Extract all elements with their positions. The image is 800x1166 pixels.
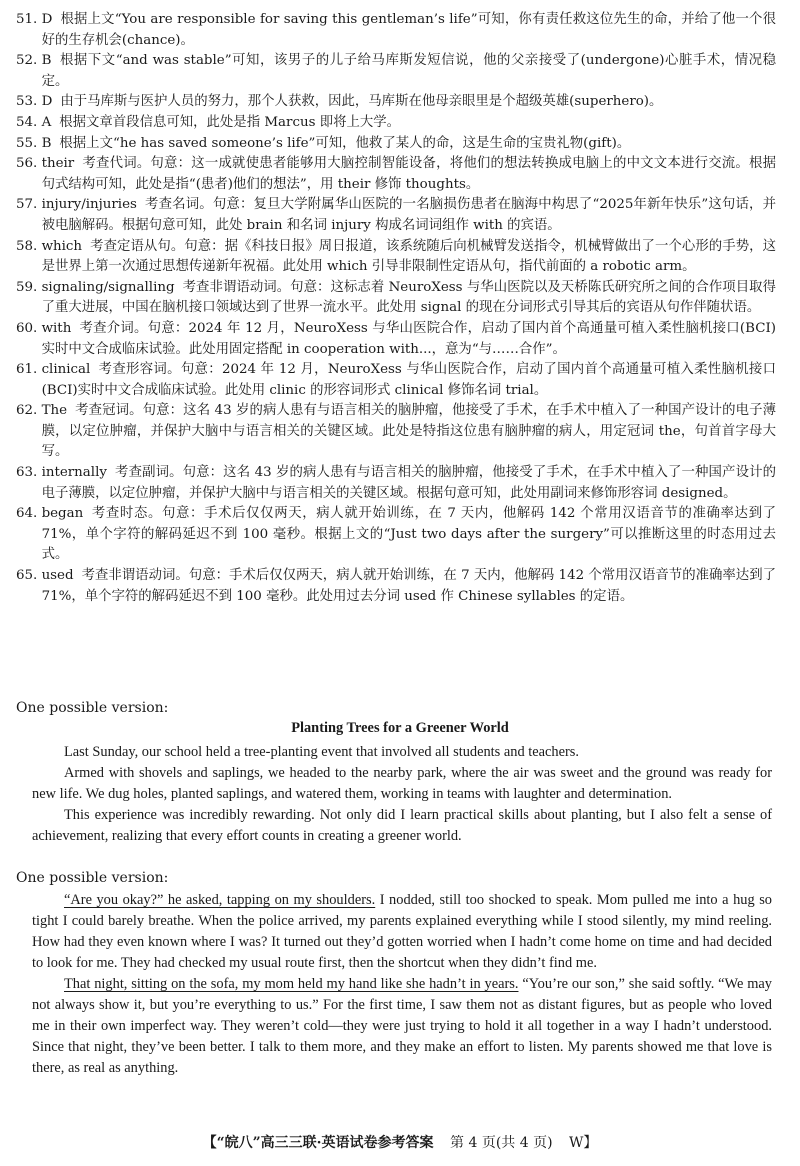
- answer-key: with: [41, 320, 72, 336]
- answer-key: B: [41, 135, 52, 151]
- answer-number: 65.: [16, 568, 42, 584]
- answer-key: injury/injuries: [41, 197, 137, 213]
- answer-item: [16, 278, 776, 319]
- version-label: One possible version:: [16, 700, 169, 716]
- answer-explanation: 根据上文“You are responsible for saving this gentleman’s life”可知，你有责任救这位先生的命，并给了他一个很好的生存机会(chance)。: [41, 12, 776, 48]
- answer-number: 64.: [16, 506, 42, 522]
- answer-key: began: [41, 506, 84, 522]
- answer-key: The: [41, 403, 68, 419]
- answer-item: [16, 463, 776, 504]
- answer-key: internally: [41, 465, 107, 481]
- answer-explanation: 考查副词。句意：这名 43 岁的病人患有与语言相关的脑肿瘤，他接受了手术，在手术中植入了一种国产设计的电子薄膜，以定位肿瘤，并保护大脑中与语言相关的关键区域。根据句意可知，此处用副词来修饰形容词 designed。: [41, 465, 776, 501]
- answer-item: [16, 51, 776, 92]
- answer-number: 59.: [16, 279, 42, 295]
- answer-key: used: [41, 568, 74, 584]
- essay-paragraph: This experience was incredibly rewarding. Not only did I learn practical skills about planting, but I also felt a sense of achievement, realizing that every effort counts in creating a greener world.: [32, 807, 772, 844]
- answer-explanation: 考查时态。句意：手术后仅仅两天，病人就开始训练，在 7 天内，他解码 142 个常用汉语音节的准确率达到了 71%，单个字符的解码延迟不到 100 毫秒。根据上文的“Just two days after the surgery”可以推断这里的时态用过去式。: [41, 506, 776, 563]
- answer-number: 62.: [16, 403, 42, 419]
- essay-version-2: [32, 890, 772, 1079]
- answer-number: 57.: [16, 197, 42, 213]
- essay-title: Planting Trees for a Greener World: [291, 720, 509, 736]
- essay-paragraph: [32, 890, 772, 974]
- answer-explanation: 考查定语从句。句意：据《科技日报》周日报道，该系统随后向机械臂发送指令，机械臂做出了一个心形的手势，这是世界上第一次通过思想传递新年祝福。此处用 which 引导非限制性定语从句，指代前面的 a robotic arm。: [41, 238, 776, 275]
- answer-key: which: [41, 238, 83, 254]
- version-label: One possible version:: [16, 870, 169, 886]
- answer-key: A: [41, 114, 52, 130]
- answer-number: 53.: [16, 94, 42, 110]
- answer-number: 61.: [16, 362, 42, 378]
- answer-number: 63.: [16, 465, 42, 481]
- answer-number: 54.: [16, 114, 42, 130]
- answer-item: [16, 92, 776, 113]
- answer-explanation: 根据上文“he has saved someone’s life”可知，他救了某人的命，这是生命的宝贵礼物(gift)。: [59, 135, 631, 151]
- answer-explanation: 考查介词。句意：2024 年 12 月，NeuroXess 与华山医院合作，启动了国内首个高通量可植入柔性脑机接口(BCI)实时中文合成临床试验。此处用固定搭配 in cooperation with...，意为“与……合作”。: [41, 320, 776, 357]
- given-opening-sentence: “Are you okay?” he asked, tapping on my shoulders.: [64, 892, 376, 908]
- answer-item: [16, 566, 776, 607]
- answer-explanation: 根据下文“and was stable”可知，该男子的儿子给马库斯发短信说，他的父亲接受了(undergone)心脏手术，情况稳定。: [41, 53, 776, 89]
- given-opening-sentence: That night, sitting on the sofa, my mom held my hand like she hadn’t in years.: [64, 976, 519, 992]
- answer-explanation: 考查非谓语动词。句意：手术后仅仅两天，病人就开始训练，在 7 天内，他解码 142 个常用汉语音节的准确率达到了 71%，单个字符的解码延迟不到 100 毫秒。此处用过去分词 used 作 Chinese syllables 的定语。: [41, 568, 776, 604]
- answer-explanation: 考查冠词。句意：这名 43 岁的病人患有与语言相关的脑肿瘤，他接受了手术，在手术中植入了一种国产设计的电子薄膜，以定位肿瘤，并保护大脑中与语言相关的关键区域。此处是特指这位患有脑肿瘤的病人，用定冠词 the，句首首字母大写。: [41, 403, 776, 460]
- essay-paragraph: [32, 974, 772, 1079]
- answer-item: [16, 154, 776, 195]
- answer-item: [16, 401, 776, 463]
- answer-key: clinical: [41, 362, 91, 378]
- answer-explanation: 考查名词。句意：复旦大学附属华山医院的一名脑损伤患者在脑海中构思了“2025年新年快乐”这句话，并被电脑解码。根据句意可知，此处 brain 和名词 injury 构成名词词组作 with 的宾语。: [41, 197, 776, 233]
- answer-number: 58.: [16, 238, 42, 254]
- answer-explanation: 由于马库斯与医护人员的努力，那个人获救，因此，马库斯在他母亲眼里是个超级英雄(superhero)。: [60, 94, 663, 110]
- footer-series: 【“皖八”高三三联·英语试卷参考答案: [202, 1135, 434, 1151]
- essay-paragraph: Armed with shovels and saplings, we headed to the nearby park, where the air was sweet and the ground was ready for new life. We dug holes, planted saplings, and watered them, working in teams with laughter and determination.: [32, 765, 772, 802]
- answer-number: 51.: [16, 12, 42, 27]
- answer-item: [16, 195, 776, 236]
- answer-key: D: [41, 12, 53, 27]
- answer-key: B: [41, 53, 52, 69]
- answer-number: 60.: [16, 320, 42, 336]
- answer-explanation: 考查代词。句意：这一成就使患者能够用大脑控制智能设备，将他们的想法转换成电脑上的中文文本进行交流。根据句式结构可知，此处是指“(患者)他们的想法”，用 their 修饰 thoughts。: [41, 156, 776, 192]
- paragraph-body: “You’re our son,” she said softly. “We may not always show it, but you’re everything to us.” For the first time, I saw them not as distant figures, but as people who loved me in their own imperfect way. They weren’t cold—they were just trying to hold it all together in a way I hadn’t understood. Since that night, they’ve been better. I talk to them more, and they make an effort to listen. My parents showed me that love is there, as real as anything.: [32, 976, 772, 1076]
- answer-item: [16, 504, 776, 566]
- answer-key: their: [41, 156, 75, 172]
- answer-number: 55.: [16, 135, 42, 151]
- answer-item: [16, 10, 776, 51]
- answer-key: D: [41, 94, 53, 110]
- essay-paragraph: Last Sunday, our school held a tree-planting event that involved all students and teachers.: [64, 744, 579, 760]
- answer-item: [16, 134, 776, 155]
- paragraph-body: I nodded, still too shocked to speak. Mom pulled me into a hug so tight I could barely breathe. When the police arrived, my parents explained everything while I stood silently, my mind reeling. How had they even known where I was? It turned out they’d gotten worried when I hadn’t come home on time and had decided to look for me. They had checked my usual route first, then the shortcut when they didn’t find me.: [32, 892, 772, 971]
- answer-item: [16, 319, 776, 360]
- answer-explanation: 根据文章首段信息可知，此处是指 Marcus 即将上大学。: [59, 114, 401, 130]
- footer-tag: W】: [569, 1135, 598, 1151]
- answer-key: signaling/signalling: [41, 279, 175, 295]
- answer-explanation: 考查非谓语动词。句意：这标志着 NeuroXess 与华山医院以及天桥陈氏研究所之间的合作项目取得了重大进展，中国在脑机接口领域达到了世界一流水平。此处用 signal 的现在分词形式引导其后的宾语从句作伴随状语。: [41, 279, 776, 316]
- answer-item: [16, 113, 776, 134]
- answer-item: [16, 237, 776, 278]
- page-footer: [0, 1132, 800, 1152]
- answer-list: [16, 10, 776, 607]
- answer-number: 56.: [16, 156, 42, 172]
- answer-item: [16, 360, 776, 401]
- answer-number: 52.: [16, 53, 42, 69]
- footer-page-number: 第 4 页(共 4 页): [450, 1135, 553, 1151]
- answer-explanation: 考查形容词。句意：2024 年 12 月，NeuroXess 与华山医院合作，启动了国内首个高通量可植入柔性脑机接口(BCI)实时中文合成临床试验。此处用 clinic 的形容词形式 clinical 修饰名词 trial。: [41, 362, 776, 398]
- essay-version-1: [32, 742, 772, 847]
